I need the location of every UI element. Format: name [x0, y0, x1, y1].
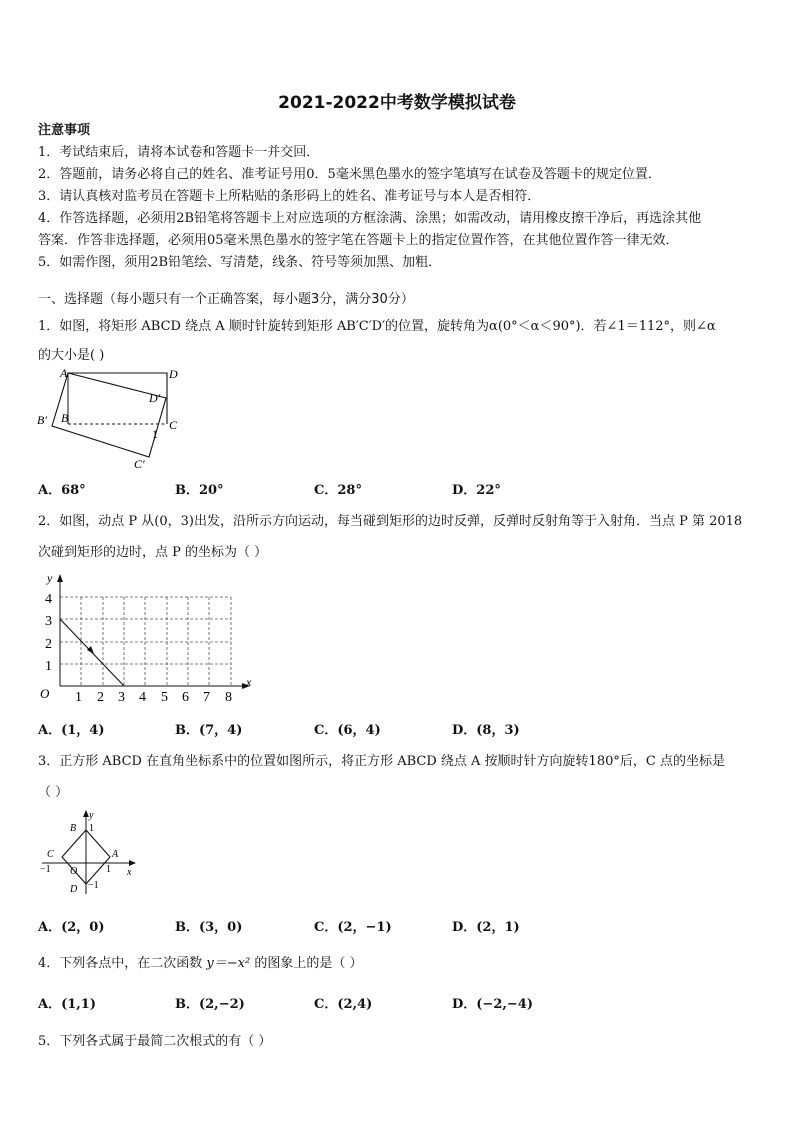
x-tick: 4: [139, 690, 146, 705]
q3-x-label: x: [127, 867, 132, 878]
x-tick: 7: [203, 690, 210, 705]
q4-option-b: B．(2,−2): [175, 997, 245, 1012]
label-C-prime: C′: [134, 457, 145, 471]
y-tick: 1: [45, 659, 52, 674]
label-B: B: [61, 411, 69, 425]
notice-line: 5．如需作图，须用2B铅笔绘、写清楚，线条、符号等须加黑、加粗．: [38, 255, 442, 270]
q1-stem: 1．如图，将矩形 ABCD 绕点 A 顺时针旋转到矩形 AB′C′D′的位置，旋转角为α(0°＜α＜90°)．若∠1＝112°，则∠α: [38, 319, 716, 334]
q2-stem: 2．如图，动点 P 从(0，3)出发，沿所示方向运动，每当碰到矩形的边时反弹，反弹时反射角等于入射角．当点 P 第 2018: [38, 514, 743, 529]
x-tick: 3: [118, 690, 125, 705]
x-tick: 1: [75, 690, 82, 705]
x-tick: 6: [182, 690, 189, 705]
q2-stem-cont: 次碰到矩形的边时，点 P 的坐标为（ ）: [38, 545, 268, 560]
q2-grid-figure: [36, 570, 256, 705]
notice-line: 答案．作答非选择题，必须用05毫米黑色墨水的签字笔在答题卡上的指定位置作答，在其他位置作答一律无效．: [38, 233, 679, 248]
q1-option-a: A．68°: [38, 483, 86, 498]
q4-stem: [38, 952, 362, 971]
y-axis-label: y: [47, 571, 53, 585]
x-tick: 2: [97, 690, 104, 705]
exam-title: 2021-2022中考数学模拟试卷: [278, 93, 516, 113]
q3-tick-y-minus1: −1: [88, 880, 99, 891]
q4-option-d: D．(−2,−4): [452, 997, 533, 1012]
q5-stem: 5．下列各式属于最简二次根式的有（ ）: [38, 1034, 272, 1049]
label-A: A: [60, 366, 68, 380]
q3-tick-y1: 1: [89, 823, 94, 834]
q1-option-d: D．22°: [452, 483, 501, 498]
q3-option-b: B．(3，0): [175, 920, 243, 935]
notice-line: 3．请认真核对监考员在答题卡上所粘贴的条形码上的姓名、准考证号与本人是否相符．: [38, 189, 541, 204]
section-heading: 一、选择题（每小题只有一个正确答案，每小题3分，满分30分）: [38, 292, 414, 307]
label-angle-1: 1: [152, 427, 158, 441]
label-D-prime: D′: [149, 391, 161, 405]
q3-label-D: D: [70, 884, 78, 895]
q3-stem-cont: （ ）: [38, 785, 69, 800]
q3-option-d: D．(2，1): [452, 920, 520, 935]
q2-option-d: D．(8，3): [452, 723, 520, 738]
q3-label-B: B: [70, 823, 77, 834]
q3-tick-x1: 1: [106, 864, 111, 875]
q2-option-b: B．(7，4): [175, 723, 243, 738]
q3-square-figure: [36, 806, 140, 898]
x-axis-label: x: [246, 675, 252, 689]
origin-label: O: [40, 686, 50, 701]
label-D: D: [169, 367, 178, 381]
y-tick: 2: [45, 637, 52, 652]
q1-option-c: C．28°: [314, 483, 362, 498]
y-tick: 4: [45, 592, 52, 607]
q4-option-a: A．(1,1): [38, 997, 97, 1012]
x-tick: 8: [225, 690, 232, 705]
q3-label-A: A: [112, 849, 119, 860]
label-C: C: [169, 418, 178, 432]
q4-formula: y＝−x²: [206, 956, 251, 971]
notice-line: 4．作答选择题，必须用2B铅笔将答题卡上对应选项的方框涂满、涂黑；如需改动，请用橡皮擦干净后，再选涂其他: [38, 211, 702, 226]
q3-label-O: O: [70, 866, 78, 877]
q1-rectangle-figure: [30, 362, 190, 474]
notice-heading: 注意事项: [38, 123, 91, 138]
x-tick: 5: [161, 690, 168, 705]
q1-option-b: B．20°: [175, 483, 224, 498]
q3-stem: 3．正方形 ABCD 在直角坐标系中的位置如图所示，将正方形 ABCD 绕点 A 按顺时针方向旋转180°后，C 点的坐标是: [38, 754, 725, 769]
q3-y-label: y: [89, 810, 94, 821]
q2-option-a: A．(1，4): [38, 723, 105, 738]
y-tick: 3: [45, 614, 52, 629]
label-B-prime: B′: [37, 413, 47, 427]
q2-option-c: C．(6，4): [314, 723, 381, 738]
q4-stem-start: 4．下列各点中，在二次函数: [38, 956, 203, 971]
q3-label-C: C: [47, 849, 54, 860]
q4-option-c: C．(2,4): [314, 997, 373, 1012]
q4-stem-end: 的图象上的是（ ）: [254, 956, 363, 971]
q3-tick-x-minus1: −1: [40, 864, 51, 875]
notice-line: 1．考试结束后，请将本试卷和答题卡一并交回．: [38, 145, 320, 160]
q1-stem-cont: 的大小是( ): [38, 348, 105, 363]
q3-option-a: A．(2，0): [38, 920, 105, 935]
q3-option-c: C．(2，−1): [314, 920, 392, 935]
notice-line: 2．答题前，请务必将自己的姓名、准考证号用0．5毫米黑色墨水的签字笔填写在试卷及答题卡的规定位置．: [38, 167, 661, 182]
